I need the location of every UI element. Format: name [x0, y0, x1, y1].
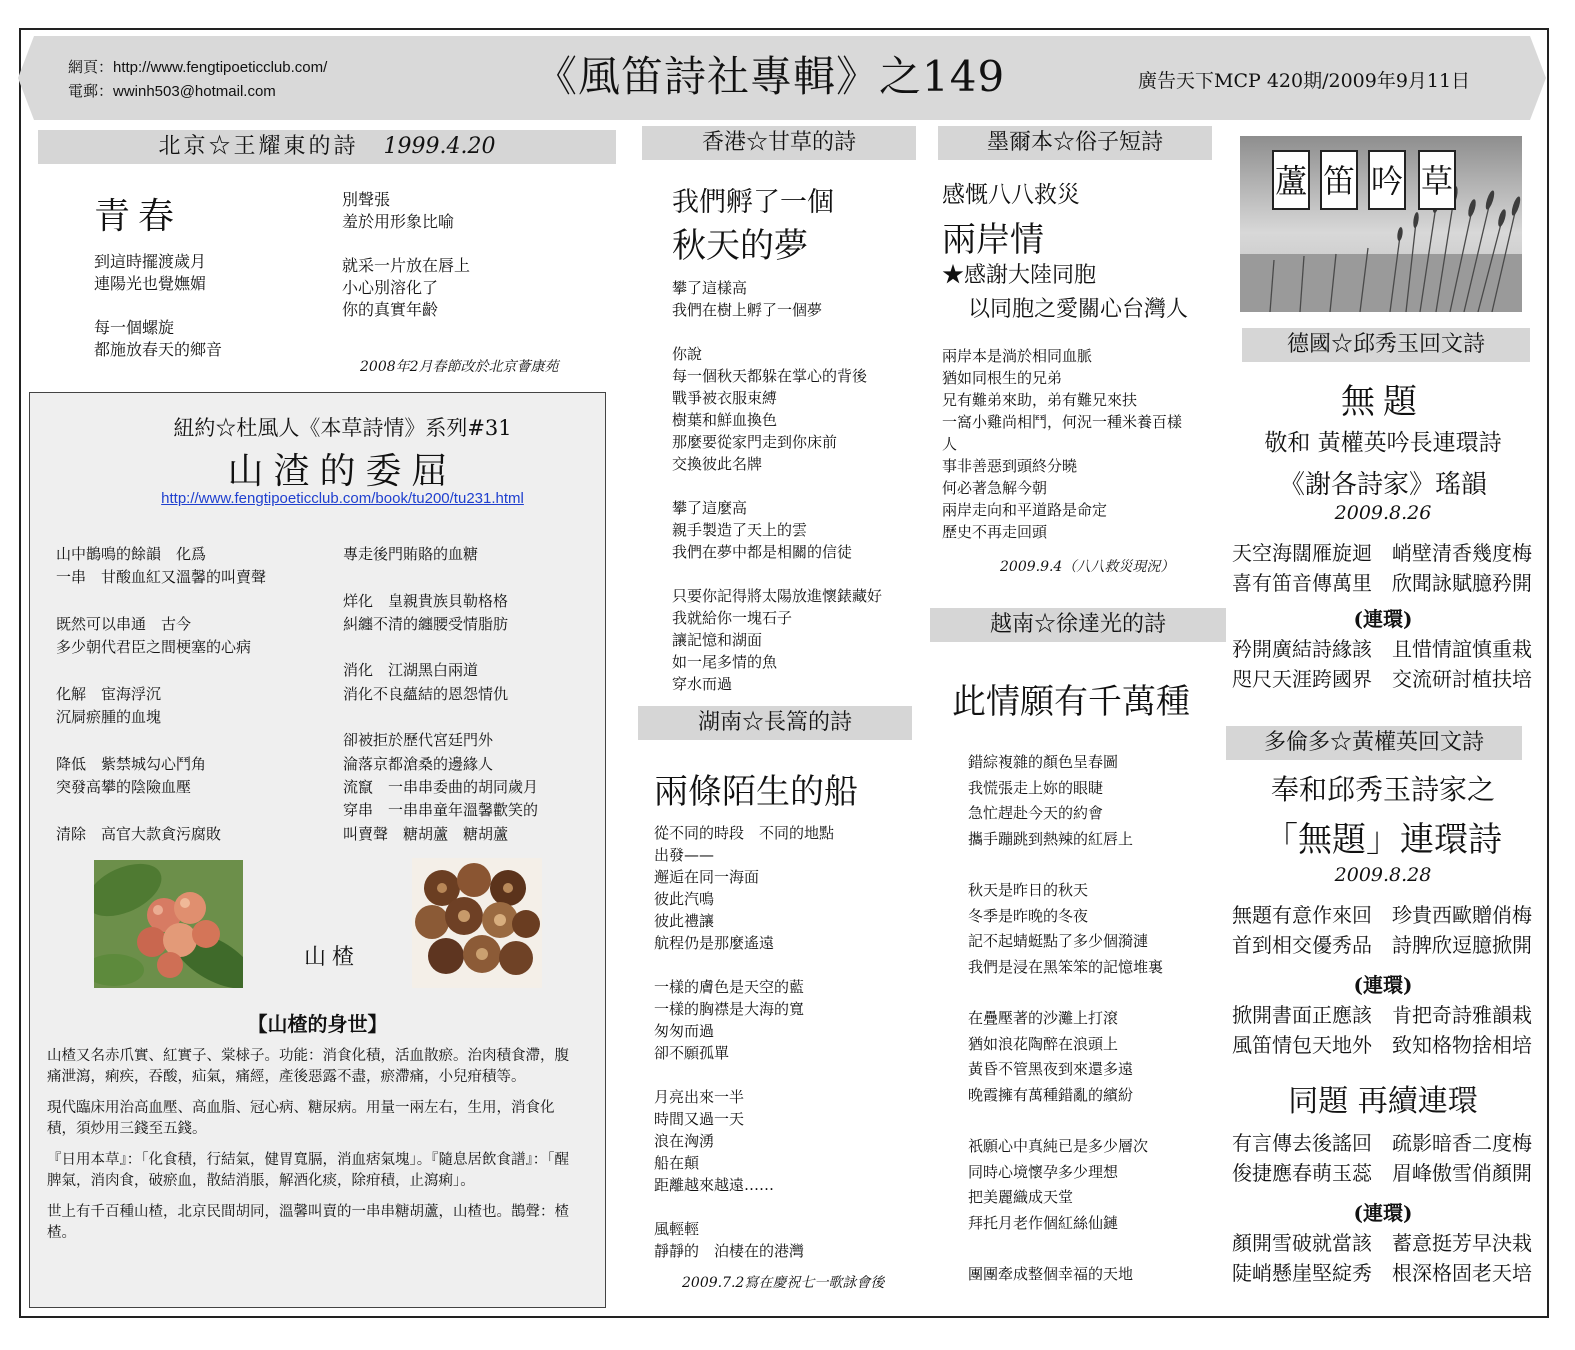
poem-line	[343, 636, 538, 659]
poem-line: 從不同的時段 不同的地點	[654, 824, 835, 842]
poem-line: 出發——	[654, 846, 715, 864]
poem-line: 叫賣聲 糖胡蘆 糖胡蘆	[343, 824, 509, 843]
poem-line	[672, 563, 882, 585]
poem-line: 彼此禮讓	[654, 912, 715, 930]
newyork-series: 紐約☆杜風人《本草詩情》系列#31	[173, 416, 512, 440]
poem-line: 團團牽成整個幸福的天地	[968, 1264, 1134, 1283]
melbourne-lines	[942, 345, 1182, 543]
beijing-heading-date: 1999.4.20	[383, 134, 496, 159]
poem-line: 山中鵲鳴的餘韻 化爲	[56, 545, 207, 563]
verse-line: 首到相交優秀品 詩脾欣逗臆掀開	[1232, 933, 1532, 957]
description-paragraph: 『日用本草』：「化食積，行結氣，健胃寬膈，消血痞氣塊」。『隨息居飲食譜』：「醒脾氣，消肉食，破瘀血，散結消脹，解酒化痰，除疳積，止瀉痢」。	[47, 1152, 569, 1189]
poem-line: 記不起蜻蜓點了多少個漪漣	[968, 932, 1149, 951]
hunan-poem-title: 兩條陌生的船	[654, 772, 858, 812]
poem-line: 清除 高官大款貪污腐敗	[56, 824, 222, 843]
poem-line: 讓記憶和湖面	[672, 631, 763, 649]
poem-line: 距離越來越遠……	[654, 1176, 775, 1194]
beijing-lines-left	[94, 250, 222, 360]
hunan-note: 2009.7.2寫在慶祝七一歌詠會後	[682, 1275, 885, 1291]
toronto-title1: 奉和邱秀玉詩家之	[1270, 773, 1495, 806]
poem-line	[56, 590, 266, 613]
poem-line: 黃昏不管黑夜到來還多遠	[968, 1060, 1134, 1079]
poem-line: 戰爭被衣服束縛	[672, 389, 778, 407]
melbourne-thanks-line2: 以同胞之愛關心台灣人	[968, 297, 1189, 322]
hongkong-title-line1: 我們孵了一個	[672, 187, 834, 218]
toronto-heading: 多倫多☆黃權英回文詩	[1226, 726, 1522, 760]
poem-line: 在疊壓著的沙灘上打滾	[968, 1008, 1119, 1027]
poem-line: 同時心境懷孕多少理想	[968, 1162, 1119, 1181]
poem-line: 沉屙瘀腫的血塊	[56, 708, 162, 727]
poem-line: 錯綜複雜的顏色呈春圖	[968, 753, 1119, 771]
poem-line	[672, 475, 882, 497]
hawthorn-label: 山楂	[304, 945, 361, 970]
poem-line: 交換彼此名牌	[672, 455, 763, 473]
verse-line: 陡峭懸崖堅綻秀 根深格固老天培	[1232, 1261, 1532, 1285]
poem-line: 如一尾多情的魚	[672, 653, 778, 671]
poem-line: 晚霞擁有萬種錯亂的繽紛	[968, 1085, 1134, 1104]
verse-line: 有言傳去後謠回 疏影暗香二度梅	[1232, 1131, 1532, 1155]
poem-line: 流竄 一串串委曲的胡同歲月	[343, 777, 539, 796]
banner-char: 笛	[1320, 150, 1358, 210]
poem-line: 冬季是昨晚的冬夜	[968, 906, 1089, 925]
poem-line: 消化 江湖黑白兩道	[343, 661, 479, 680]
poem-line	[968, 1108, 1163, 1134]
poem-line: 卻不願孤單	[654, 1044, 730, 1062]
poem-line: 只要你記得將太陽放進懷錶藏好	[672, 587, 883, 605]
toronto-title2: 「無題」連環詩	[1264, 820, 1502, 860]
poem-line: 穿水而過	[672, 675, 733, 693]
melbourne-thanks-line1: ★感謝大陸同胞	[942, 263, 1097, 288]
hunan-lines	[654, 822, 834, 1262]
poem-line: 把美麗織成天堂	[968, 1188, 1074, 1207]
description-paragraph: 現代臨床用治高血壓、高血脂、冠心病、糖尿病。用量一兩左右，生用，消食化積，須炒用三錢至五錢。	[47, 1100, 555, 1137]
poem-line	[654, 954, 834, 976]
dried-hawthorn-photo	[412, 858, 542, 988]
verse-line: 喜有笛音傳萬里 欣聞詠賦臆矜開	[1232, 571, 1532, 595]
poem-line	[56, 799, 266, 822]
hawthorn-section-title: 【山楂的身世】	[247, 1012, 388, 1036]
poem-line: 到這時擺渡歲月	[94, 252, 207, 271]
poem-line	[56, 659, 266, 682]
poem-line: 糾纏不清的纏腰受情脂肪	[343, 614, 509, 633]
poem-line: 卻被拒於歷代宮廷門外	[343, 731, 494, 750]
poem-line: 既然可以串通 古今	[56, 614, 192, 633]
hongkong-heading: 香港☆甘草的詩	[642, 126, 916, 160]
banner-char: 蘆	[1272, 150, 1310, 210]
poem-line	[672, 321, 882, 343]
poem-line: 我慌張走上妳的眼睫	[968, 778, 1104, 797]
verse-line: 咫尺天涯跨國界 交流研討植扶培	[1232, 667, 1532, 691]
website-line: 網頁：http://www.fengtipoeticclub.com/	[68, 59, 328, 76]
poem-line: 小心別溶化了	[342, 278, 439, 297]
poem-line: 攀了這麼高	[672, 499, 748, 517]
poem-line: 多少朝代君臣之間梗塞的心病	[56, 638, 252, 657]
poem-line: 人	[942, 435, 958, 453]
banner-right-cap	[1530, 36, 1546, 120]
verse-line: 俊捷應春萌玉蕊 眉峰傲雪俏顏開	[1232, 1161, 1532, 1185]
poem-line: 攜手蹦跳到熱辣的紅唇上	[968, 829, 1134, 848]
poem-line: 猶如浪花陶醉在浪頭上	[968, 1034, 1119, 1053]
verse-marker: (連環)	[1353, 1201, 1413, 1225]
hawthorn-description	[47, 1046, 583, 1244]
newyork-poem-title: 山渣的委屈	[227, 451, 458, 492]
poem-line: 風輕輕	[654, 1220, 700, 1238]
poem-line: 航程仍是那麼遙遠	[654, 934, 775, 952]
poem-line: 邂逅在同一海面	[654, 868, 760, 886]
toronto-verses2	[1232, 1128, 1534, 1288]
poem-line: 那麼要從家門走到你床前	[672, 433, 838, 451]
newyork-url-wrap	[29, 488, 656, 507]
poem-line: 急忙趕赴今天的約會	[968, 804, 1104, 823]
poem-line	[654, 1064, 834, 1086]
verse-line: 掀開書面正應該 肯把奇詩雅韻栽	[1232, 1003, 1532, 1027]
beijing-lines-right	[342, 188, 470, 320]
newyork-lines-right	[343, 543, 538, 846]
newyork-url-link[interactable]: http://www.fengtipoeticclub.com/book/tu200/tu231.html	[161, 490, 524, 507]
poem-line: 猶如同根生的兄弟	[942, 369, 1063, 387]
poem-line: 專走後門賄賂的血糖	[343, 545, 479, 563]
poem-line: 穿串 一串串童年溫馨歡笑的	[343, 801, 539, 820]
melbourne-subtitle: 感慨八八救災	[942, 182, 1080, 208]
poem-line: 兩岸走向和平道路是命定	[942, 501, 1108, 519]
toronto-title3: 同題 再續連環	[1288, 1084, 1478, 1119]
masthead-title: 《風笛詩社專輯》之149	[535, 52, 1006, 101]
poem-line: 我就給你一塊石子	[672, 609, 793, 627]
poem-line: 拜托月老作個紅絲仙鏈	[968, 1213, 1119, 1232]
poem-line: 都施放春天的鄉音	[94, 340, 223, 359]
poem-line: 每一個螺旋	[94, 318, 175, 337]
poem-line: 降低 紫禁城勾心鬥角	[56, 754, 207, 773]
poem-line	[968, 980, 1163, 1006]
description-paragraph: 山楂又名赤爪實、紅實子、棠梂子。功能：消食化積，活血散瘀。治肉積食滯，腹痛泄瀉，痢疾，吞酸，疝氣，痛經，產後惡露不盡，瘀滯痛，小兒疳積等。	[47, 1048, 569, 1085]
poem-line: 月亮出來一半	[654, 1088, 745, 1106]
hongkong-lines	[672, 277, 882, 695]
poem-line: 羞於用形象比喻	[342, 212, 455, 231]
poem-line: 一窩小雞尚相鬥，何況一種米養百樣	[942, 413, 1183, 431]
poem-line: 我們是浸在黑笨笨的記憶堆裏	[968, 957, 1164, 976]
germany-poem-title: 無題	[1341, 382, 1425, 422]
poem-line: 歷史不再走回頭	[942, 523, 1048, 541]
verse-line: 天空海闊雁旋迴 峭壁清香幾度梅	[1232, 541, 1532, 565]
poem-line: 船在顛	[654, 1154, 700, 1172]
verse-line: 風笛情包天地外 致知格物捨相培	[1232, 1033, 1532, 1057]
beijing-note: 2008年2月春節改於北京薈康苑	[360, 359, 559, 375]
poem-line: 時間又過一天	[654, 1110, 745, 1128]
germany-verses	[1232, 538, 1534, 694]
poem-line: 樹葉和鮮血換色	[672, 411, 778, 429]
verse-line: 矜開廣結詩緣該 且惜情誼慎重栽	[1232, 637, 1532, 661]
poem-line: 靜靜的 泊棲在的港灣	[654, 1242, 805, 1260]
toronto-date: 2009.8.28	[1334, 864, 1432, 886]
poem-line	[342, 232, 470, 254]
poem-line: 彼此汽鳴	[654, 890, 715, 908]
poem-line: 烊化 皇親貴族貝勒格格	[343, 591, 509, 610]
verse-marker: (連環)	[1353, 607, 1413, 631]
poem-line: 親手製造了天上的雲	[672, 521, 808, 539]
germany-sub2: 《謝各詩家》瑤韻	[1278, 470, 1487, 500]
poem-line	[343, 706, 538, 729]
poem-line: 每一個秋天都躲在掌心的背後	[672, 367, 868, 385]
banner-left-cap	[18, 36, 34, 120]
poem-line	[968, 852, 1163, 878]
poem-line	[56, 729, 266, 752]
verse-line: 顏開雪破就當該 蓄意挺芳早決栽	[1232, 1231, 1532, 1255]
beijing-heading-text: 北京☆王耀東的詩	[158, 134, 359, 159]
email-line: 電郵：wwinh503@hotmail.com	[68, 83, 276, 100]
poem-line: 你的真實年齡	[342, 300, 439, 319]
poem-line: 消化不良蘊結的恩怨情仇	[343, 684, 509, 703]
beijing-heading	[38, 130, 616, 164]
poem-line: 兩岸本是淌於相同血脈	[942, 347, 1093, 365]
poem-line: 何必著急解今朝	[942, 479, 1048, 497]
hongkong-title-line2: 秋天的夢	[672, 226, 808, 266]
poem-line: 匆匆而過	[654, 1022, 715, 1040]
vietnam-lines	[968, 750, 1163, 1287]
poem-line	[654, 1196, 834, 1218]
newyork-lines-left	[56, 543, 266, 846]
poem-line	[94, 294, 222, 316]
poem-line: 連陽光也覺嫵媚	[94, 274, 207, 293]
poem-line: 你說	[672, 345, 703, 363]
poem-line: 事非善惡到頭終分曉	[942, 457, 1078, 475]
poem-line: 祇願心中真純已是多少層次	[968, 1136, 1149, 1155]
poem-line: 我們在夢中都是相關的信徒	[672, 543, 853, 561]
verse-marker: (連環)	[1353, 973, 1413, 997]
poem-line: 就采一片放在唇上	[342, 256, 471, 275]
issue-info: 廣告天下MCP 420期/2009年9月11日	[1138, 70, 1471, 92]
poem-line: 化解 宦海浮沉	[56, 684, 162, 703]
hunan-heading: 湖南☆長篙的詩	[638, 706, 912, 740]
poem-line: 一樣的膚色是天空的藍	[654, 978, 805, 996]
poem-line	[968, 1236, 1163, 1262]
beijing-poem-title: 青春	[94, 196, 183, 237]
poem-line: 我們在樹上孵了一個夢	[672, 301, 823, 319]
melbourne-note: 2009.9.4（八八救災現況）	[1000, 559, 1175, 575]
vietnam-heading: 越南☆徐達光的詩	[930, 608, 1226, 642]
description-paragraph: 世上有千百種山楂，北京民間胡同，溫馨叫賣的一串串糖胡蘆，山楂也。鵲聲：楂楂。	[47, 1204, 569, 1241]
toronto-verses	[1232, 900, 1534, 1060]
poem-line: 一串 甘酸血紅又溫馨的叫賣聲	[56, 568, 267, 587]
poem-line: 攀了這樣高	[672, 279, 748, 297]
poem-line: 淪落京都滄桑的邊緣人	[343, 754, 494, 773]
poem-line: 別聲張	[342, 190, 391, 209]
poem-line: 突發高攀的陰險血壓	[56, 777, 192, 796]
melbourne-heading: 墨爾本☆俗子短詩	[938, 126, 1212, 160]
verse-line: 無題有意作來回 珍貴西歐贈俏梅	[1232, 903, 1532, 927]
melbourne-poem-title: 兩岸情	[942, 220, 1044, 260]
germany-heading: 德國☆邱秀玉回文詩	[1242, 328, 1530, 362]
vietnam-poem-title: 此情願有千萬種	[952, 682, 1190, 722]
poem-line: 兄有難弟來助，弟有難兄來扶	[942, 391, 1138, 409]
banner-char: 吟	[1368, 150, 1406, 210]
poem-line: 一樣的胸襟是大海的寬	[654, 1000, 805, 1018]
banner-char: 草	[1418, 150, 1456, 210]
germany-date: 2009.8.26	[1334, 502, 1432, 524]
hawthorn-fruit-photo	[94, 860, 243, 988]
poem-line: 浪在洶湧	[654, 1132, 715, 1150]
poem-line	[343, 566, 538, 589]
germany-sub1: 敬和 黃權英吟長連環詩	[1264, 430, 1502, 456]
poem-line: 秋天是昨日的秋天	[968, 880, 1089, 899]
